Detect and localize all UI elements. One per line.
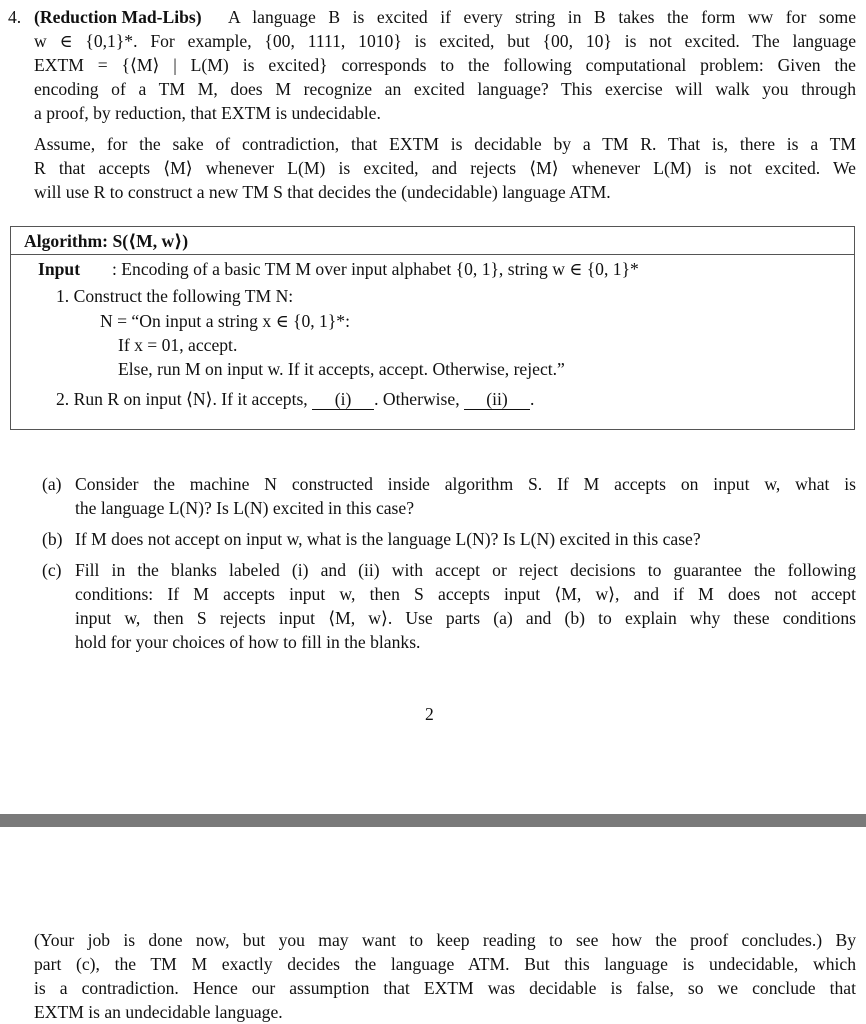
part-c-line-2: conditions: If M accepts input w, then S accepts input ⟨M, w⟩, and if M does not accept (75, 584, 856, 604)
part-a-line-2: the language L(N)? Is L(N) excited in this case? (75, 498, 415, 518)
page-number: 2 (425, 704, 434, 724)
conclusion-line-4: EXTM is an undecidable language. (34, 1002, 283, 1022)
conclusion-line-2: part (c), the TM M exactly decides the language ATM. But this language is undecidable, which (34, 954, 856, 974)
part-a-line-1: Consider the machine N constructed inside algorithm S. If M accepts on input w, what is (75, 474, 856, 494)
algorithm-input-label: Input (38, 259, 81, 279)
step-2-text: 2. Run R on input ⟨N⟩. If it accepts, (56, 389, 308, 409)
conclusion-line-3: is a contradiction. Hence our assumption that EXTM was decidable is false, so we conclude that (34, 978, 856, 998)
blank-i: (i) (312, 389, 374, 410)
problem-title: (Reduction Mad-Libs) (34, 7, 202, 27)
part-c-line-4: hold for your choices of how to fill in the blanks. (75, 632, 421, 652)
part-b-label: (b) (42, 529, 63, 549)
algorithm-step-2 (56, 387, 534, 411)
algorithm-step-1: 1. Construct the following TM N: (56, 286, 294, 306)
part-c-label: (c) (42, 560, 62, 580)
step-2-end-text: . (530, 389, 535, 409)
part-a-label: (a) (42, 474, 62, 494)
assume-line-3: will use R to construct a new TM S that decides the (undecidable) language ATM. (34, 182, 611, 202)
intro-line-3: EXTM = {⟨M⟩ | L(M) is excited} corresponds to the following computational problem: Given the (34, 55, 856, 75)
algorithm-input-text: : Encoding of a basic TM M over input alphabet {0, 1}, string w ∈ {0, 1}* (112, 259, 639, 279)
machine-n-else-line: Else, run M on input w. If it accepts, accept. Otherwise, reject.” (118, 359, 565, 379)
intro-line-5: a proof, by reduction, that EXTM is undecidable. (34, 103, 381, 123)
part-c-line-3: input w, then S rejects input ⟨M, w⟩. Use parts (a) and (b) to explain why these conditions (75, 608, 856, 628)
blank-ii: (ii) (464, 389, 530, 410)
assume-line-1: Assume, for the sake of contradiction, that EXTM is decidable by a TM R. That is, there is a TM (34, 134, 856, 154)
intro-line-1: A language B is excited if every string in B takes the form ww for some (228, 7, 856, 27)
step-2-middle-text: . Otherwise, (374, 389, 460, 409)
conclusion-line-1: (Your job is done now, but you may want to keep reading to see how the proof concludes.) By (34, 930, 856, 950)
intro-line-2: w ∈ {0,1}*. For example, {00, 1111, 1010} is excited, but {00, 10} is not excited. The language (34, 31, 856, 51)
intro-line-4: encoding of a TM M, does M recognize an excited language? This exercise will walk you through (34, 79, 856, 99)
machine-n-definition: N = “On input a string x ∈ {0, 1}*: (100, 311, 350, 331)
algorithm-divider (10, 254, 855, 255)
assume-line-2: R that accepts ⟨M⟩ whenever L(M) is excited, and rejects ⟨M⟩ whenever L(M) is not excited. We (34, 158, 856, 178)
part-b-line-1: If M does not accept on input w, what is the language L(N)? Is L(N) excited in this case? (75, 529, 701, 549)
part-c-line-1: Fill in the blanks labeled (i) and (ii) with accept or reject decisions to guarantee the following (75, 560, 856, 580)
machine-n-if-line: If x = 01, accept. (118, 335, 238, 355)
page-separator-bar (0, 814, 866, 827)
algorithm-header: Algorithm: S(⟨M, w⟩) (24, 231, 189, 251)
problem-number: 4. (8, 7, 22, 27)
